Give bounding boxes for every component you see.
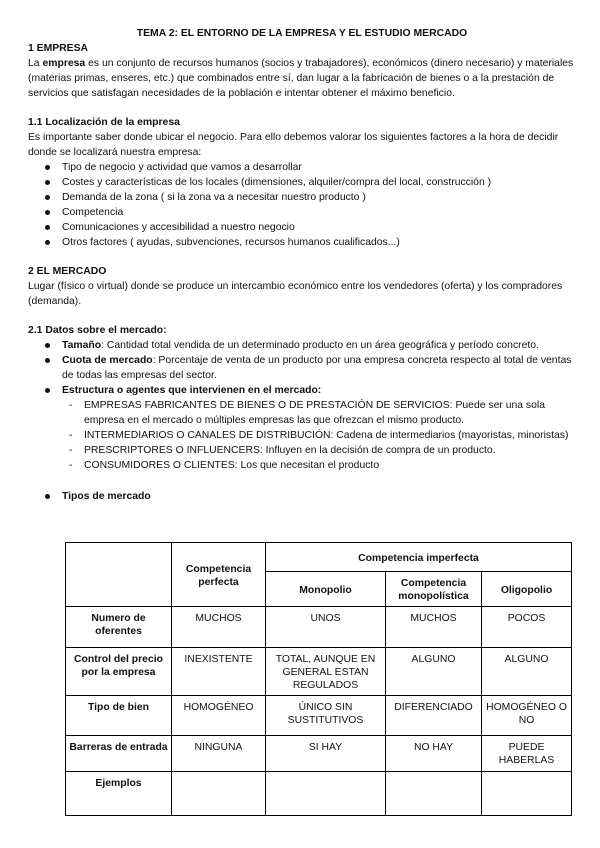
table-cell: POCOS — [482, 607, 572, 648]
list-item: Otros factores ( ayudas, subvenciones, recursos humanos cualificados...) — [62, 235, 576, 250]
doc-title: TEMA 2: EL ENTORNO DE LA EMPRESA Y EL ESTUDIO MERCADO — [136, 28, 468, 39]
table-cell: ÚNICO SIN SUSTITUTIVOS — [266, 696, 386, 736]
tipos-list — [28, 489, 576, 504]
agentes-list — [62, 398, 576, 473]
table-cell — [386, 772, 482, 816]
table-cell — [482, 772, 572, 816]
mercado-paragraph: Lugar (físico o virtual) donde se produce un intercambio económico entre los vendedores (oferta) y los compradores (demanda). — [28, 281, 563, 307]
localizacion-intro: Es importante saber donde ubicar el negocio. Para ello debemos valorar los siguientes factores a la hora de decidir donde se localizará nuestra empresa: — [28, 132, 559, 158]
estructura-label: Estructura o agentes que intervienen en el mercado: — [62, 385, 322, 396]
heading-mercado: 2 EL MERCADO — [28, 266, 107, 277]
list-item-estructura — [62, 383, 576, 473]
list-item: - EMPRESAS FABRICANTES DE BIENES O DE PRESTACIÓN DE SERVICIOS: Puede ser una sola empresa en el mercado o múltiples empresas las que ofrezcan el mismo producto. — [84, 398, 576, 428]
market-types-table — [65, 542, 572, 816]
heading-datos-mercado: 2.1 Datos sobre el mercado: — [28, 325, 167, 336]
table-cell: MUCHOS — [172, 607, 266, 648]
tipos-label: Tipos de mercado — [62, 491, 151, 502]
col-header-oligopolio: Oligopolio — [482, 572, 572, 607]
list-item: Tipo de negocio y actividad que vamos a desarrollar — [62, 160, 576, 175]
row-label: Barreras de entrada — [66, 736, 172, 772]
table-cell — [266, 772, 386, 816]
table-cell: MUCHOS — [386, 607, 482, 648]
row-label: Ejemplos — [66, 772, 172, 816]
table-cell: NINGUNA — [172, 736, 266, 772]
table-row — [66, 696, 572, 736]
table-cell: UNOS — [266, 607, 386, 648]
list-item: Competencia — [62, 205, 576, 220]
table-corner — [66, 543, 172, 607]
heading-localizacion: 1.1 Localización de la empresa — [28, 117, 180, 128]
table-cell: ALGUNO — [386, 648, 482, 696]
table-cell: ALGUNO — [482, 648, 572, 696]
table-cell: TOTAL, AUNQUE EN GENERAL ESTAN REGULADOS — [266, 648, 386, 696]
table-cell: SI HAY — [266, 736, 386, 772]
cuota-text: : Porcentaje de venta de un producto por una empresa concreta respecto al total de ventas de todas las empresas del sector. — [62, 355, 572, 381]
col-header-monopolistica: Competencia monopolística — [386, 572, 482, 607]
empresa-text-post: es un conjunto de recursos humanos (socios y trabajadores), económicos (dinero necesario) y materiales (materias primas, enseres, etc.) que combinados entre sí, dan lugar a la fabricación de bienes o a la prestación de servicios que satisfagan necesidades de la población e intentar obtener el máximo beneficio. — [28, 58, 574, 99]
list-item-tipos — [62, 489, 576, 504]
table-row — [66, 648, 572, 696]
list-item: Costes y características de los locales (dimensiones, alquiler/compra del local, construcción ) — [62, 175, 576, 190]
tamano-text: : Cantidad total vendida de un determinado producto en un área geográfica y período concreto. — [101, 340, 539, 351]
document-page — [28, 26, 576, 504]
table-cell: HOMOGÉNEO — [172, 696, 266, 736]
heading-empresa: 1 EMPRESA — [28, 43, 89, 54]
tamano-label: Tamaño — [62, 340, 102, 351]
list-item: - PRESCRIPTORES O INFLUENCERS: Influyen en la decisión de compra de un producto. — [84, 443, 576, 458]
table-cell: HOMOGÉNEO O NO — [482, 696, 572, 736]
empresa-paragraph — [28, 56, 576, 101]
table-cell — [172, 772, 266, 816]
table-cell: DIFERENCIADO — [386, 696, 482, 736]
row-label: Numero de oferentes — [66, 607, 172, 648]
row-label: Control del precio por la empresa — [66, 648, 172, 696]
col-header-imperfecta: Competencia imperfecta — [266, 543, 572, 572]
row-label: Tipo de bien — [66, 696, 172, 736]
cuota-label: Cuota de mercado — [62, 355, 153, 366]
table-row — [66, 607, 572, 648]
datos-mercado-list — [28, 338, 576, 473]
empresa-term: empresa — [42, 58, 86, 69]
list-item: - CONSUMIDORES O CLIENTES: Los que necesitan el producto — [84, 458, 576, 473]
col-header-monopolio: Monopolio — [266, 572, 386, 607]
list-item: - INTERMEDIARIOS O CANALES DE DISTRIBUCIÓN: Cadena de intermediarios (mayoristas, minoristas) — [84, 428, 576, 443]
localizacion-list — [28, 160, 576, 250]
list-item: Comunicaciones y accesibilidad a nuestro negocio — [62, 220, 576, 235]
table-cell: INEXISTENTE — [172, 648, 266, 696]
list-item: Demanda de la zona ( si la zona va a necesitar nuestro producto ) — [62, 190, 576, 205]
table-row — [66, 736, 572, 772]
list-item-cuota — [62, 353, 576, 383]
table-cell: PUEDE HABERLAS — [482, 736, 572, 772]
table-row — [66, 772, 572, 816]
list-item-tamano — [62, 338, 576, 353]
table-cell: NO HAY — [386, 736, 482, 772]
col-header-perfecta: Competencia perfecta — [172, 543, 266, 607]
empresa-text-pre: La — [28, 58, 43, 69]
